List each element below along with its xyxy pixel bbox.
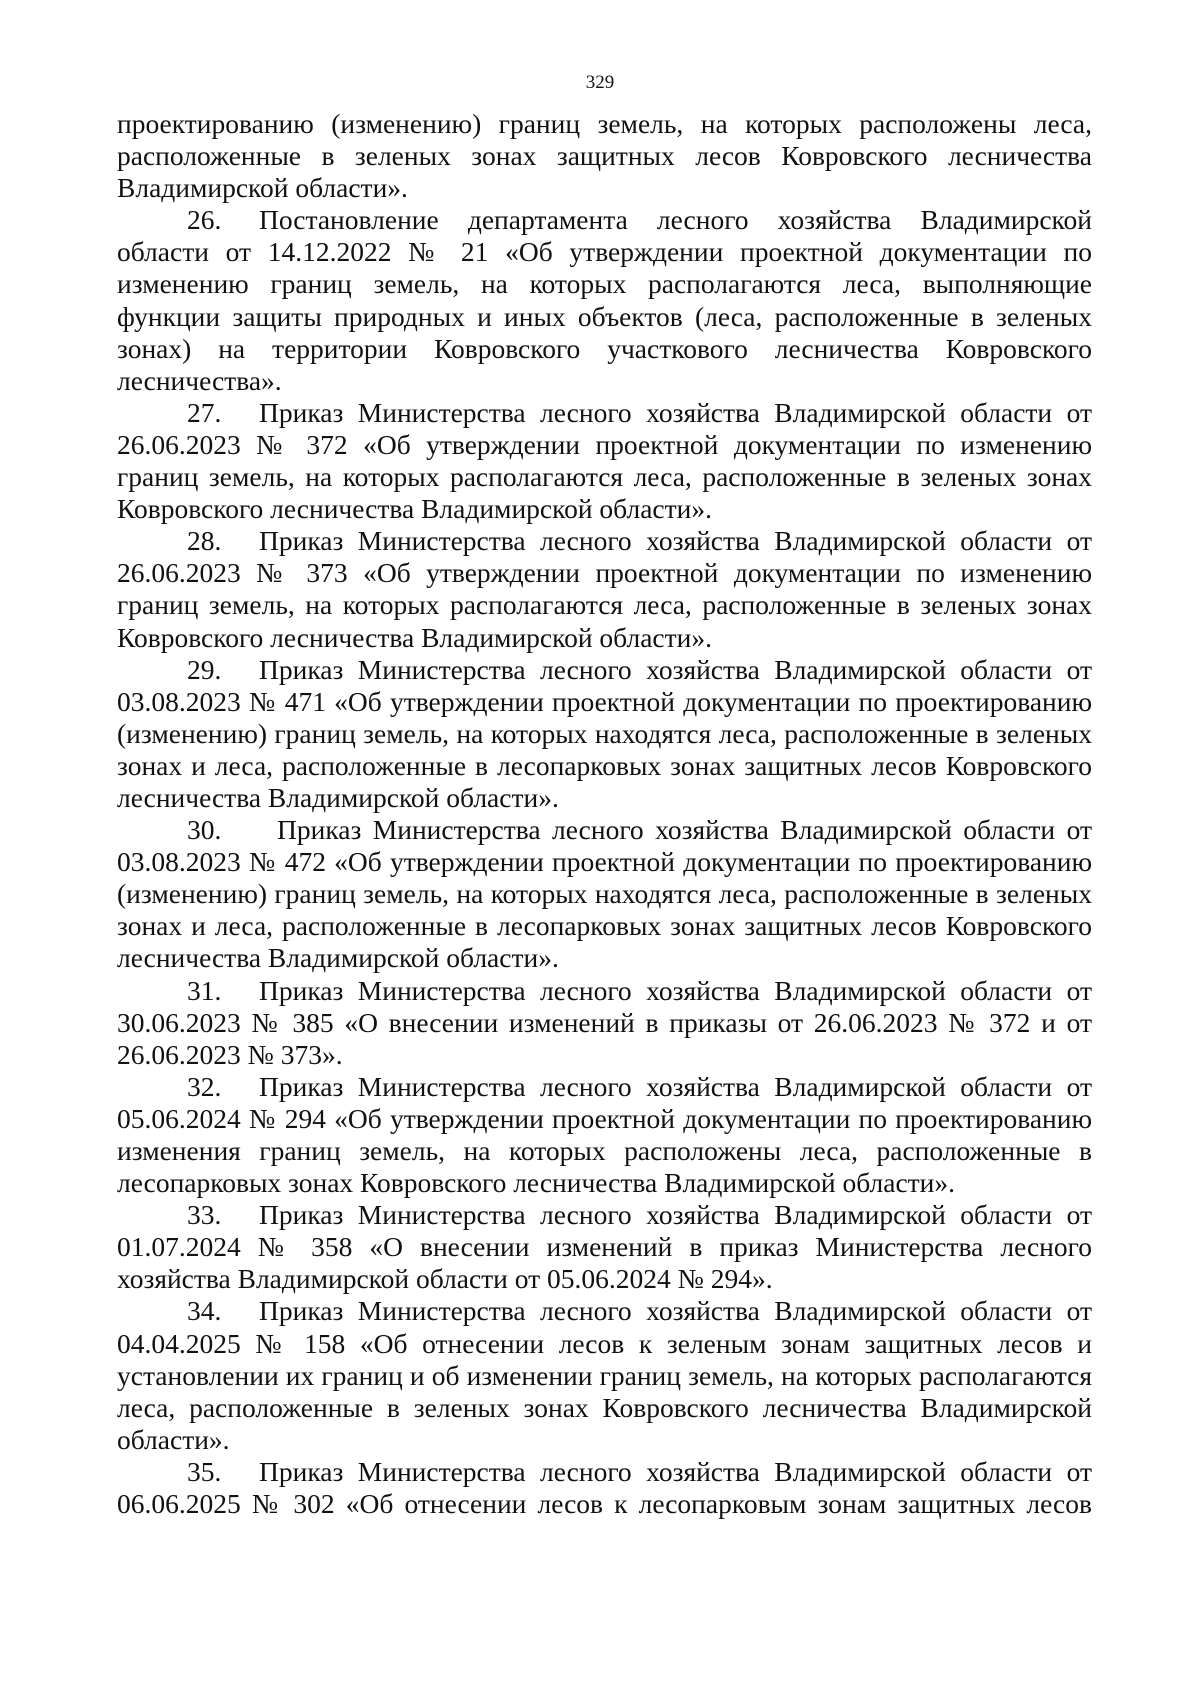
item-number: 32. <box>187 1070 222 1102</box>
list-item-30 <box>117 814 1092 974</box>
item-text: Приказ Министерства лесного хозяйства Владимирской области от 03.08.2023 № 471 «Об утверждении проектной документации по проектированию (изменению) границ земель, на которых находятся леса, расположенные в зеленых зонах и леса, расположенные в лесопарковых зонах защитных лесов Ковровского лесничества Владимирской области». <box>117 653 1092 813</box>
list-item-31 <box>117 975 1092 1071</box>
list-item-32 <box>117 1071 1092 1199</box>
page-number: 329 <box>585 72 615 93</box>
item-number: 30. <box>187 814 222 846</box>
item-number: 31. <box>187 974 222 1006</box>
item-text: Приказ Министерства лесного хозяйства Владимирской области от 26.06.2023 № 373 «Об утверждении проектной документации по изменению границ земель, на которых располагаются леса, расположенные в зеленых зонах Ковровского лесничества Владимирской области». <box>117 525 1092 653</box>
list-item-29 <box>117 654 1092 814</box>
item-text: Приказ Министерства лесного хозяйства Владимирской области от 01.07.2024 № 358 «О внесении изменений в приказ Министерства лесного хозяйства Владимирской области от 05.06.2024 № 294». <box>117 1199 1092 1295</box>
list-item-34 <box>117 1295 1092 1455</box>
item-number: 26. <box>187 204 222 236</box>
item-text: Приказ Министерства лесного хозяйства Владимирской области от 06.06.2025 № 302 «Об отнесении лесов к лесопарковым зонам защитных лесов <box>117 1455 1092 1520</box>
document-body <box>117 108 1092 1520</box>
item-text: Приказ Министерства лесного хозяйства Владимирской области от 03.08.2023 № 472 «Об утверждении проектной документации по проектированию (изменению) границ земель, на которых находятся леса, расположенные в зеленых зонах и леса, расположенные в лесопарковых зонах защитных лесов Ковровского лесничества Владимирской области». <box>117 814 1092 974</box>
list-item-26 <box>117 204 1092 397</box>
paragraph-continuation: проектированию (изменению) границ земель, на которых расположены леса, расположенные в зеленых зонах защитных лесов Ковровского лесничества Владимирской области». <box>117 108 1092 204</box>
item-number: 34. <box>187 1295 222 1327</box>
item-text: Приказ Министерства лесного хозяйства Владимирской области от 30.06.2023 № 385 «О внесении изменений в приказы от 26.06.2023 № 372 и от 26.06.2023 № 373». <box>117 974 1092 1070</box>
item-number: 33. <box>187 1199 222 1231</box>
item-number: 35. <box>187 1455 222 1487</box>
item-number: 27. <box>187 396 222 428</box>
list-item-27 <box>117 397 1092 525</box>
item-number: 29. <box>187 653 222 685</box>
list-item-28 <box>117 525 1092 653</box>
item-text: Приказ Министерства лесного хозяйства Владимирской области от 26.06.2023 № 372 «Об утверждении проектной документации по изменению границ земель, на которых располагаются леса, расположенные в зеленых зонах Ковровского лесничества Владимирской области». <box>117 396 1092 525</box>
list-item-33 <box>117 1199 1092 1295</box>
item-text: Приказ Министерства лесного хозяйства Владимирской области от 05.06.2024 № 294 «Об утверждении проектной документации по проектированию изменения границ земель, на которых расположены леса, расположенные в лесопарковых зонах Ковровского лесничества Владимирской области». <box>117 1070 1092 1199</box>
list-item-35 <box>117 1456 1092 1520</box>
item-number: 28. <box>187 525 222 557</box>
item-text: Постановление департамента лесного хозяйства Владимирской области от 14.12.2022 № 21 «Об утверждении проектной документации по изменению границ земель, на которых располагаются леса, выполняющие функции защиты природных и иных объектов (леса, расположенные в зеленых зонах) на территории Ковровского участкового лесничества Ковровского лесничества». <box>117 204 1092 396</box>
item-text: Приказ Министерства лесного хозяйства Владимирской области от 04.04.2025 № 158 «Об отнесении лесов к зеленым зонам защитных лесов и установлении их границ и об изменении границ земель, на которых располагаются леса, расположенные в зеленых зонах Ковровского лесничества Владимирской области». <box>117 1295 1092 1455</box>
